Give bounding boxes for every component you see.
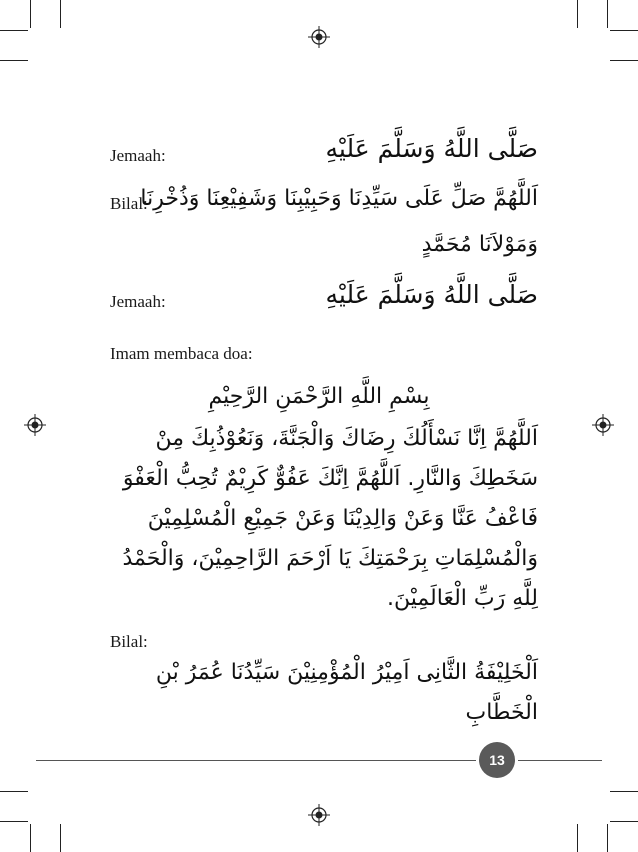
crop-mark — [60, 0, 61, 28]
crop-mark — [610, 791, 638, 792]
doa-line: لِلَّهِ رَبِّ الْعَالَمِيْنَ. — [386, 586, 538, 611]
crop-mark — [610, 821, 638, 822]
crop-mark — [610, 60, 638, 61]
crop-mark — [610, 30, 638, 31]
doa-line: فَاعْفُ عَنَّا وَعَنْ وَالِدِيْنَا وَعَنْ جَمِيْعِ الْمُسْلِمِيْنَ — [147, 506, 538, 531]
crop-mark — [607, 824, 608, 852]
registration-mark-icon — [24, 414, 46, 436]
arabic-response-text: صَلَّى اللَّهُ وَسَلَّمَ عَلَيْهِ — [325, 134, 538, 163]
crop-mark — [607, 0, 608, 28]
speaker-label-bilal: Bilal: — [110, 194, 148, 213]
arabic-response-text: صَلَّى اللَّهُ وَسَلَّمَ عَلَيْهِ — [325, 280, 538, 309]
crop-mark — [577, 824, 578, 852]
crop-mark — [0, 821, 28, 822]
crop-mark — [577, 0, 578, 28]
footer-rule — [518, 760, 602, 761]
doa-line: سَخَطِكَ وَالنَّارِ. اَللَّهُمَّ اِنَّكَ عَفُوٌّ كَرِيْمٌ تُحِبُّ الْعَفْوَ — [122, 466, 538, 491]
crop-mark — [30, 824, 31, 852]
basmala-text: بِسْمِ اللَّهِ الرَّحْمَنِ الرَّحِيْمِ — [208, 384, 430, 409]
registration-mark-icon — [592, 414, 614, 436]
arabic-salawat-text: اَللَّهُمَّ صَلِّ عَلَى سَيِّدِنَا وَحَبِيْبِنَا وَشَفِيْعِنَا وَذُخْرِنَا — [140, 186, 538, 211]
footer-rule — [36, 760, 476, 761]
arabic-caliph-text: اَلْخَلِيْفَةُ الثَّانِى اَمِيْرُ الْمُؤْمِنِيْنَ سَيِّدُنَا عُمَرُ بْنِ — [155, 660, 538, 685]
doa-line: اَللَّهُمَّ اِنَّا نَسْأَلُكَ رِضَاكَ وَالْجَنَّةَ، وَنَعُوْذُبِكَ مِنْ — [155, 426, 538, 451]
doa-line: وَالْمُسْلِمَاتِ بِرَحْمَتِكَ يَا اَرْحَمَ الرَّاحِمِيْنَ، وَالْحَمْدُ — [122, 546, 538, 571]
crop-mark — [60, 824, 61, 852]
page-number-badge: 13 — [479, 742, 515, 778]
crop-mark — [0, 791, 28, 792]
arabic-salawat-continuation: وَمَوْلاَنَا مُحَمَّدٍ — [421, 232, 538, 257]
registration-mark-icon — [308, 26, 330, 48]
crop-mark — [0, 30, 28, 31]
speaker-label-bilal: Bilal: — [110, 632, 148, 651]
registration-mark-icon — [308, 804, 330, 826]
speaker-label-jemaah: Jemaah: — [110, 292, 166, 311]
speaker-label-jemaah: Jemaah: — [110, 146, 166, 165]
doa-intro-label: Imam membaca doa: — [110, 344, 253, 363]
crop-mark — [0, 60, 28, 61]
crop-mark — [30, 0, 31, 28]
arabic-caliph-continuation: الْخَطَّابِ — [465, 700, 538, 725]
